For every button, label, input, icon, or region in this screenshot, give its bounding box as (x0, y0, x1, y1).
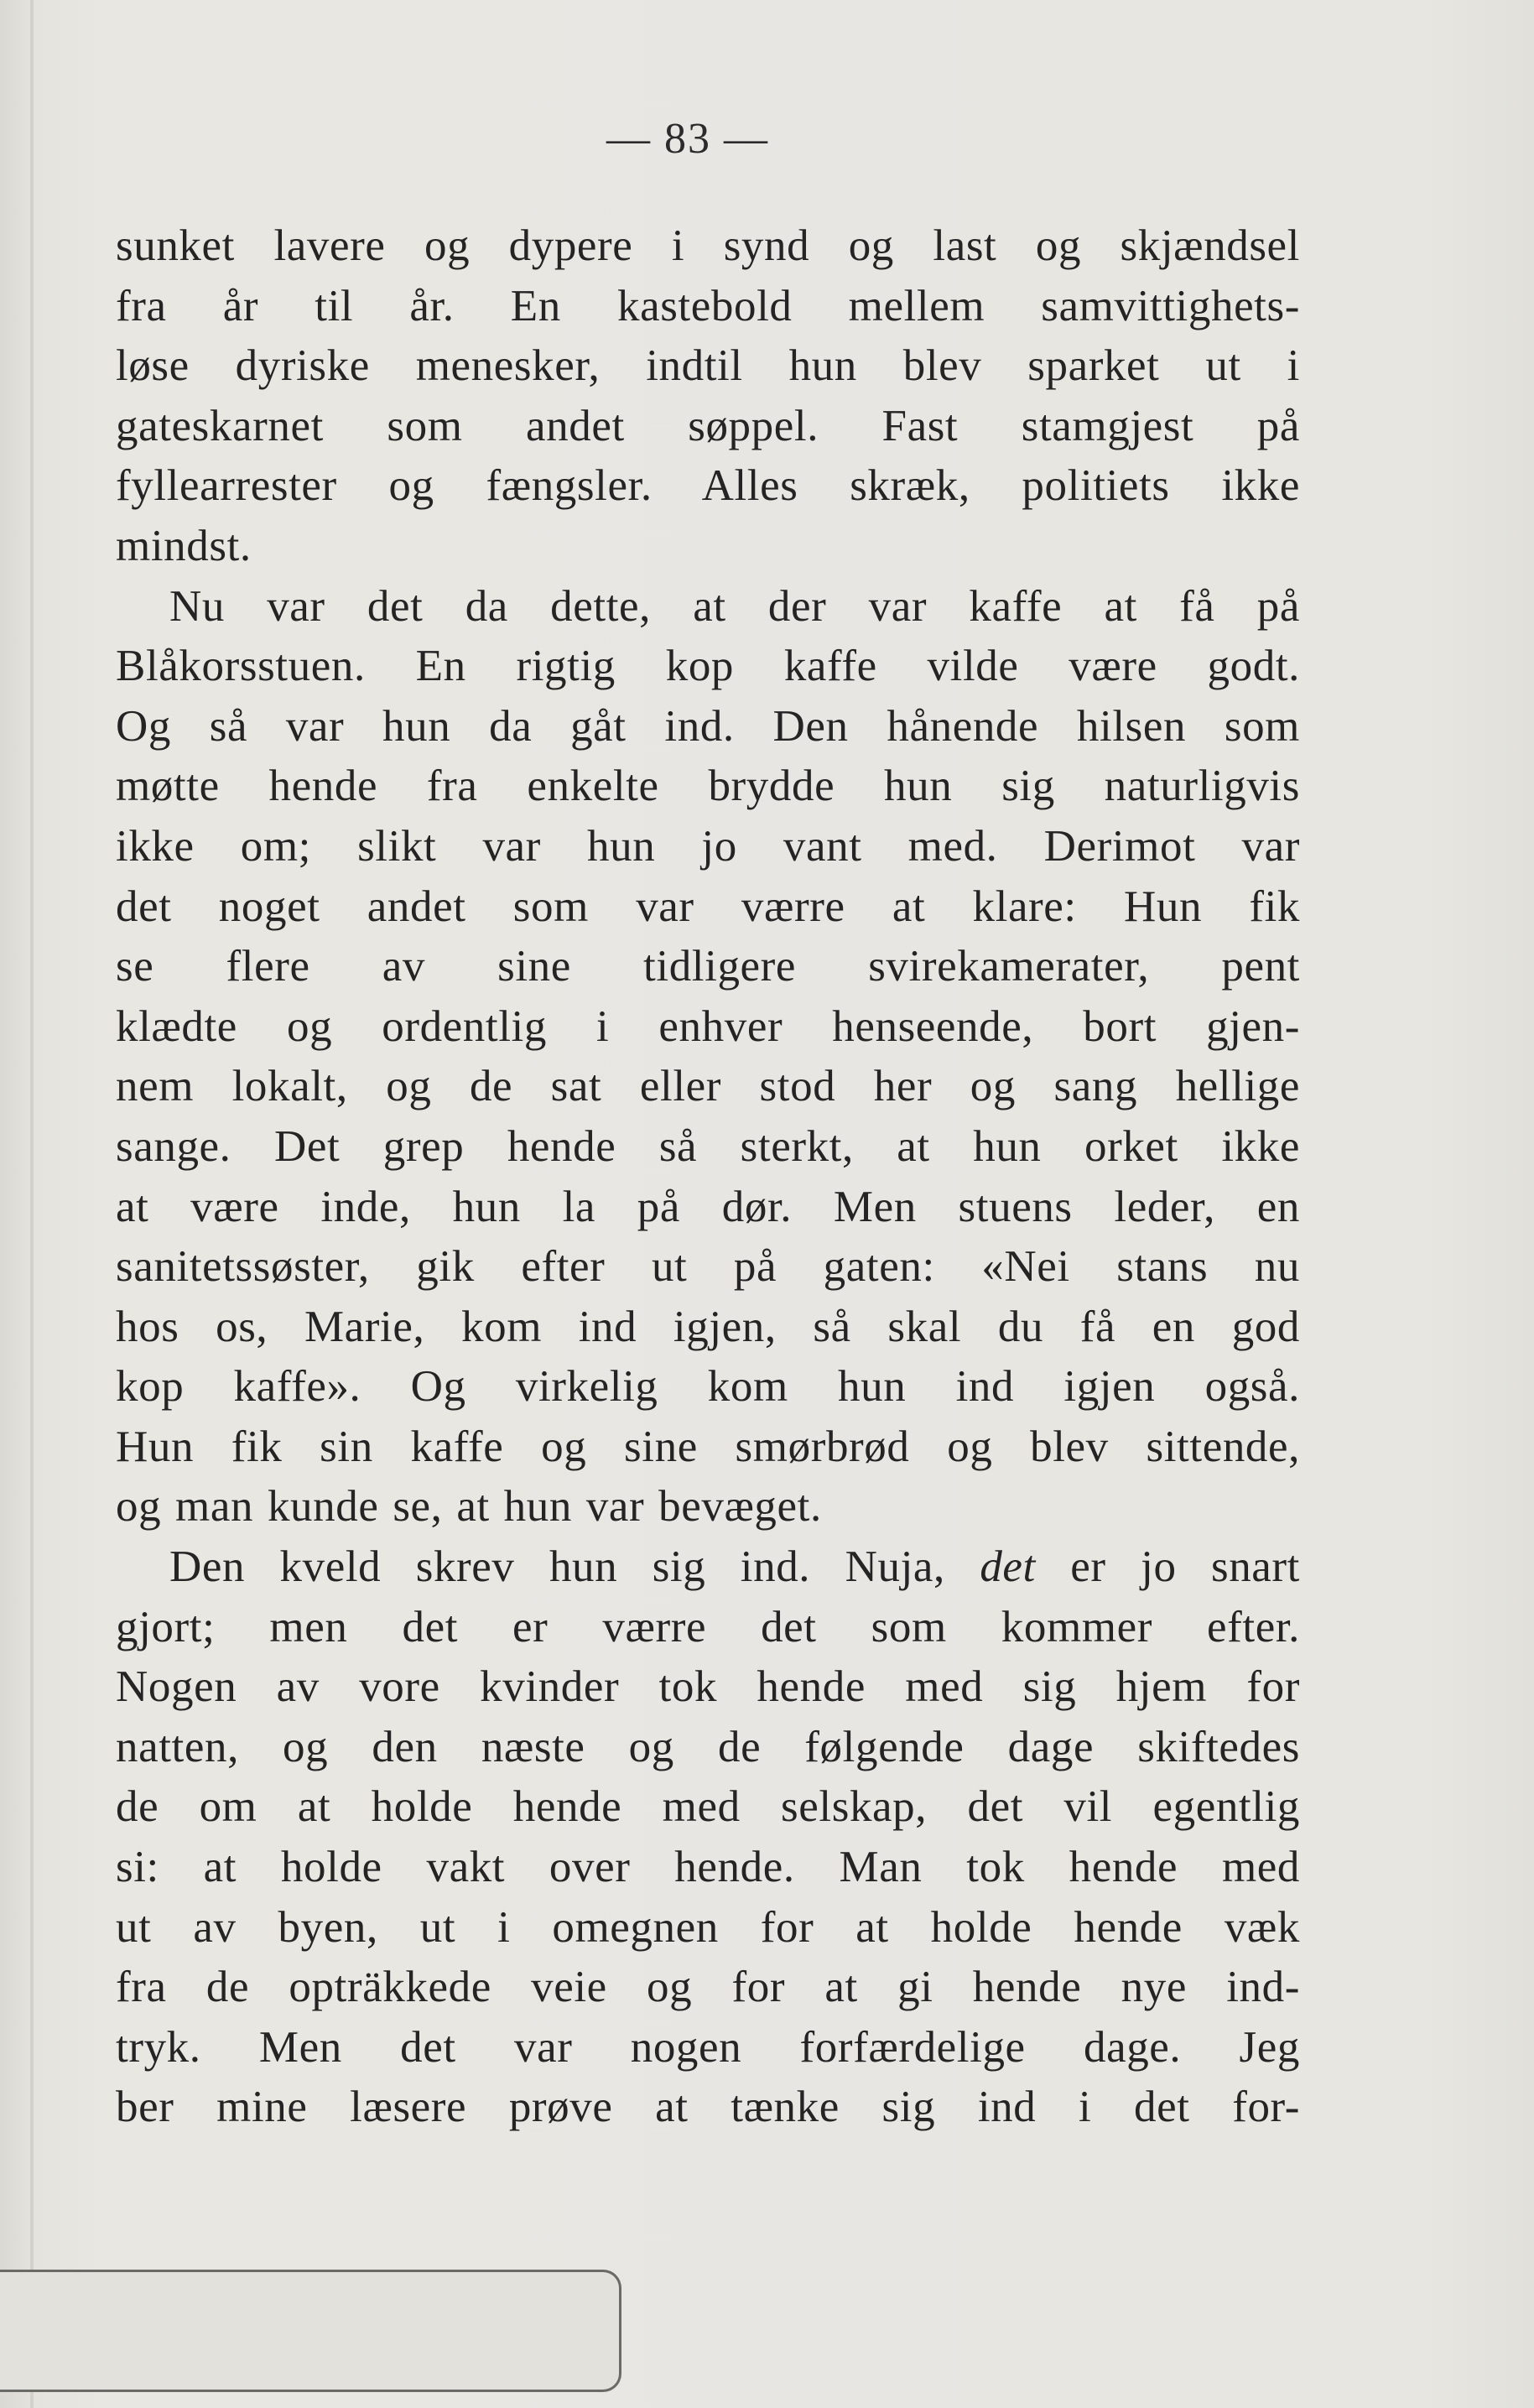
text-line: løse dyriske menesker, indtil hun blev sparket ut i (116, 341, 1300, 391)
text-line: ber mine læsere prøve at tænke sig ind i det for- (116, 2083, 1300, 2132)
text-line: fra de opträkkede veie og for at gi hende nye ind- (116, 1963, 1300, 2012)
text-line: klædte og ordentlig i enhver henseende, bort gjen- (116, 1001, 1300, 1051)
text-line: sange. Det grep hende så sterkt, at hun orket ikke (116, 1121, 1300, 1171)
text-line: Nogen av vore kvinder tok hende med sig hjem for (116, 1662, 1300, 1712)
text-line: gjort; men det er værre det som kommer efter. (116, 1602, 1300, 1651)
body-text (116, 216, 1300, 2138)
text-line: Hun fik sin kaffe og sine smørbrød og blev sittende, (116, 1422, 1300, 1471)
text-line: Blåkorsstuen. En rigtig kop kaffe vilde være godt. (116, 642, 1300, 691)
text-line-part: er jo snart (1035, 1542, 1301, 1592)
text-line: si: at holde vakt over hende. Man tok hende med (116, 1843, 1300, 1892)
binding-edge (30, 0, 34, 2408)
text-line: sunket lavere og dypere i synd og last og skjændsel (116, 221, 1300, 270)
text-line: Nu var det da dette, at der var kaffe at få på (169, 581, 1300, 631)
page-number: — 83 — (606, 115, 769, 163)
text-line: mindst. (116, 521, 252, 570)
text-line: gateskarnet som andet søppel. Fast stamgjest på (116, 401, 1300, 450)
text-line (116, 1537, 1300, 1598)
text-line: ikke om; slikt var hun jo vant med. Derimot var (116, 821, 1300, 871)
text-line: de om at holde hende med selskap, det vil egentlig (116, 1782, 1300, 1832)
text-line: at være inde, hun la på dør. Men stuens leder, en (116, 1182, 1300, 1231)
text-line: det noget andet som var værre at klare: Hun fik (116, 882, 1300, 931)
text-line: sanitetssøster, gik efter ut på gaten: «Nei stans nu (116, 1242, 1300, 1292)
text-line-part: Den kveld skrev hun sig ind. Nuja, (169, 1542, 980, 1592)
text-line: tryk. Men det var nogen forfærdelige dage. Jeg (116, 2022, 1300, 2072)
page-tab-outline (0, 2270, 621, 2392)
text-line: kop kaffe». Og virkelig kom hun ind igjen også. (116, 1362, 1300, 1412)
text-line: Og så var hun da gåt ind. Den hånende hilsen som (116, 701, 1300, 751)
text-line: ut av byen, ut i omegnen for at holde hende væk (116, 1902, 1300, 1952)
text-line: fyllearrester og fængsler. Alles skræk, politiets ikke (116, 461, 1300, 511)
text-line: se flere av sine tidligere svirekamerater, pent (116, 942, 1300, 991)
text-line: hos os, Marie, kom ind igjen, så skal du få en god (116, 1302, 1300, 1351)
text-line: nem lokalt, og de sat eller stod her og sang hellige (116, 1062, 1300, 1111)
text-line: natten, og den næste og de følgende dage skiftedes (116, 1722, 1300, 1771)
emphasized-word: det (980, 1542, 1036, 1592)
text-line: møtte hende fra enkelte brydde hun sig naturligvis (116, 762, 1300, 811)
text-line: fra år til år. En kastebold mellem samvittighets- (116, 281, 1300, 330)
text-line: og man kunde se, at hun var bevæget. (116, 1482, 822, 1532)
